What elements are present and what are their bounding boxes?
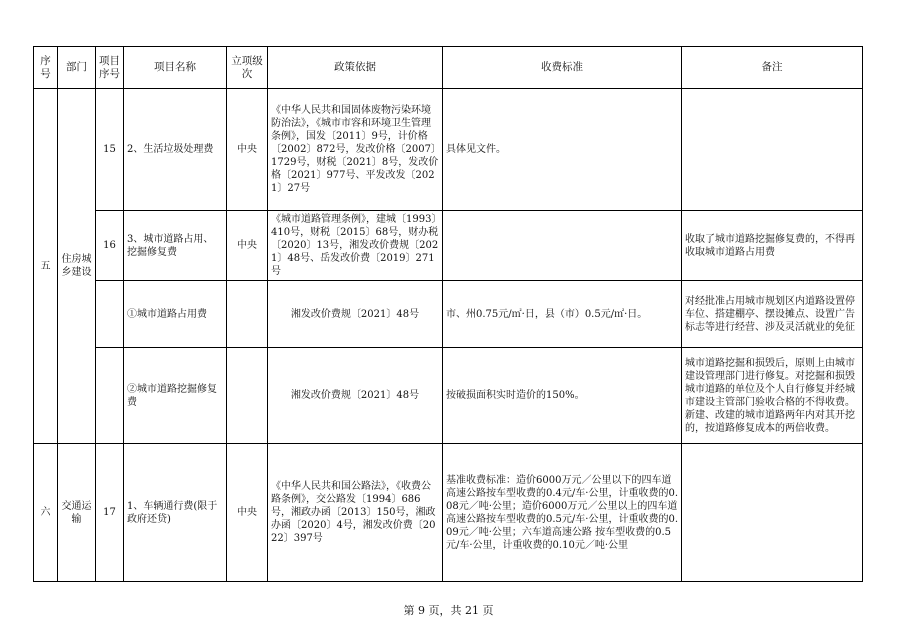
row-remark (682, 444, 863, 582)
header-policy: 政策依据 (268, 47, 443, 89)
table-row (34, 444, 863, 582)
header-remark: 备注 (682, 47, 863, 89)
row-policy: 《中华人民共和国固体废物污染环境防治法》，《城市市容和环境卫生管理条例》，国发〔2011〕9号，计价格〔2002〕872号，发改价格〔2007〕1729号，财税〔2021〕8号，发改价格〔2021〕977号、平发改发〔2021〕27号 (268, 89, 443, 211)
row-remark: 城市道路挖掘和损毁后，原则上由城市建设管理部门进行修复。对挖掘和损毁城市道路的单位及个人自行修复并经城市建设主管部门验收合格的不得收费。新建、改建的城市道路两年内对其开挖的，按道路修复成本的两倍收费。 (682, 348, 863, 444)
row-standard: 按破损面积实时造价的150%。 (443, 348, 682, 444)
row-standard: 具体见文件。 (443, 89, 682, 211)
row-no (96, 348, 124, 444)
row-no (96, 281, 124, 348)
header-dept: 部门 (58, 47, 96, 89)
row-remark: 收取了城市道路挖掘修复费的，不得再收取城市道路占用费 (682, 211, 863, 281)
row-standard (443, 211, 682, 281)
group-seq: 五 (34, 89, 58, 444)
header-item-name: 项目名称 (124, 47, 227, 89)
row-name: 1、车辆通行费(限于政府还贷) (124, 444, 227, 582)
group-dept: 交通运输 (58, 444, 96, 582)
row-level: 中央 (227, 444, 268, 582)
header-item-no: 项目序号 (96, 47, 124, 89)
row-level (227, 281, 268, 348)
group-dept: 住房城乡建设 (58, 89, 96, 444)
row-no: 16 (96, 211, 124, 281)
row-no: 15 (96, 89, 124, 211)
row-level: 中央 (227, 89, 268, 211)
row-name: ①城市道路占用费 (124, 281, 227, 348)
row-remark: 对经批准占用城市规划区内道路设置停车位、搭建棚亭、摆设摊点、设置广告标志等进行经营、涉及灵活就业的免征 (682, 281, 863, 348)
group-seq: 六 (34, 444, 58, 582)
row-name: 3、城市道路占用、挖掘修复费 (124, 211, 227, 281)
row-remark (682, 89, 863, 211)
row-name: ②城市道路挖掘修复费 (124, 348, 227, 444)
table-row (34, 211, 863, 281)
table-row (34, 348, 863, 444)
row-name: 2、生活垃圾处理费 (124, 89, 227, 211)
header-standard: 收费标准 (443, 47, 682, 89)
row-policy: 《中华人民共和国公路法》，《收费公路条例》，交公路发〔1994〕686号，湘政办函〔2013〕150号，湘政办函〔2020〕4号，湘发改价费〔2022〕397号 (268, 444, 443, 582)
fee-table (33, 46, 863, 582)
row-policy: 湘发改价费规〔2021〕48号 (268, 348, 443, 444)
row-standard: 基准收费标准：造价6000万元／公里以下的四车道高速公路按车型收费的0.4元/车·公里，计重收费的0.08元／吨·公里；造价6000万元／公里以上的四车道高速公路按车型收费的0.5元/车·公里，计重收费的0.09元／吨·公里；六车道高速公路 按车型收费的0.5元/车·公里，计重收费的0.10元／吨·公里 (443, 444, 682, 582)
row-policy: 湘发改价费规〔2021〕48号 (268, 281, 443, 348)
row-standard: 市、州0.75元/㎡·日，县（市）0.5元/㎡·日。 (443, 281, 682, 348)
row-policy: 《城市道路管理条例》，建城〔1993〕410号，财税〔2015〕68号，财办税〔2020〕13号，湘发改价费规〔2021〕48号、岳发改价费〔2019〕271号 (268, 211, 443, 281)
row-level: 中央 (227, 211, 268, 281)
table-row (34, 89, 863, 211)
header-level: 立项级次 (227, 47, 268, 89)
table-header-row (34, 47, 863, 89)
table-row (34, 281, 863, 348)
page-footer: 第 9 页，共 21 页 (403, 604, 494, 617)
header-seq: 序号 (34, 47, 58, 89)
row-level (227, 348, 268, 444)
row-no: 17 (96, 444, 124, 582)
